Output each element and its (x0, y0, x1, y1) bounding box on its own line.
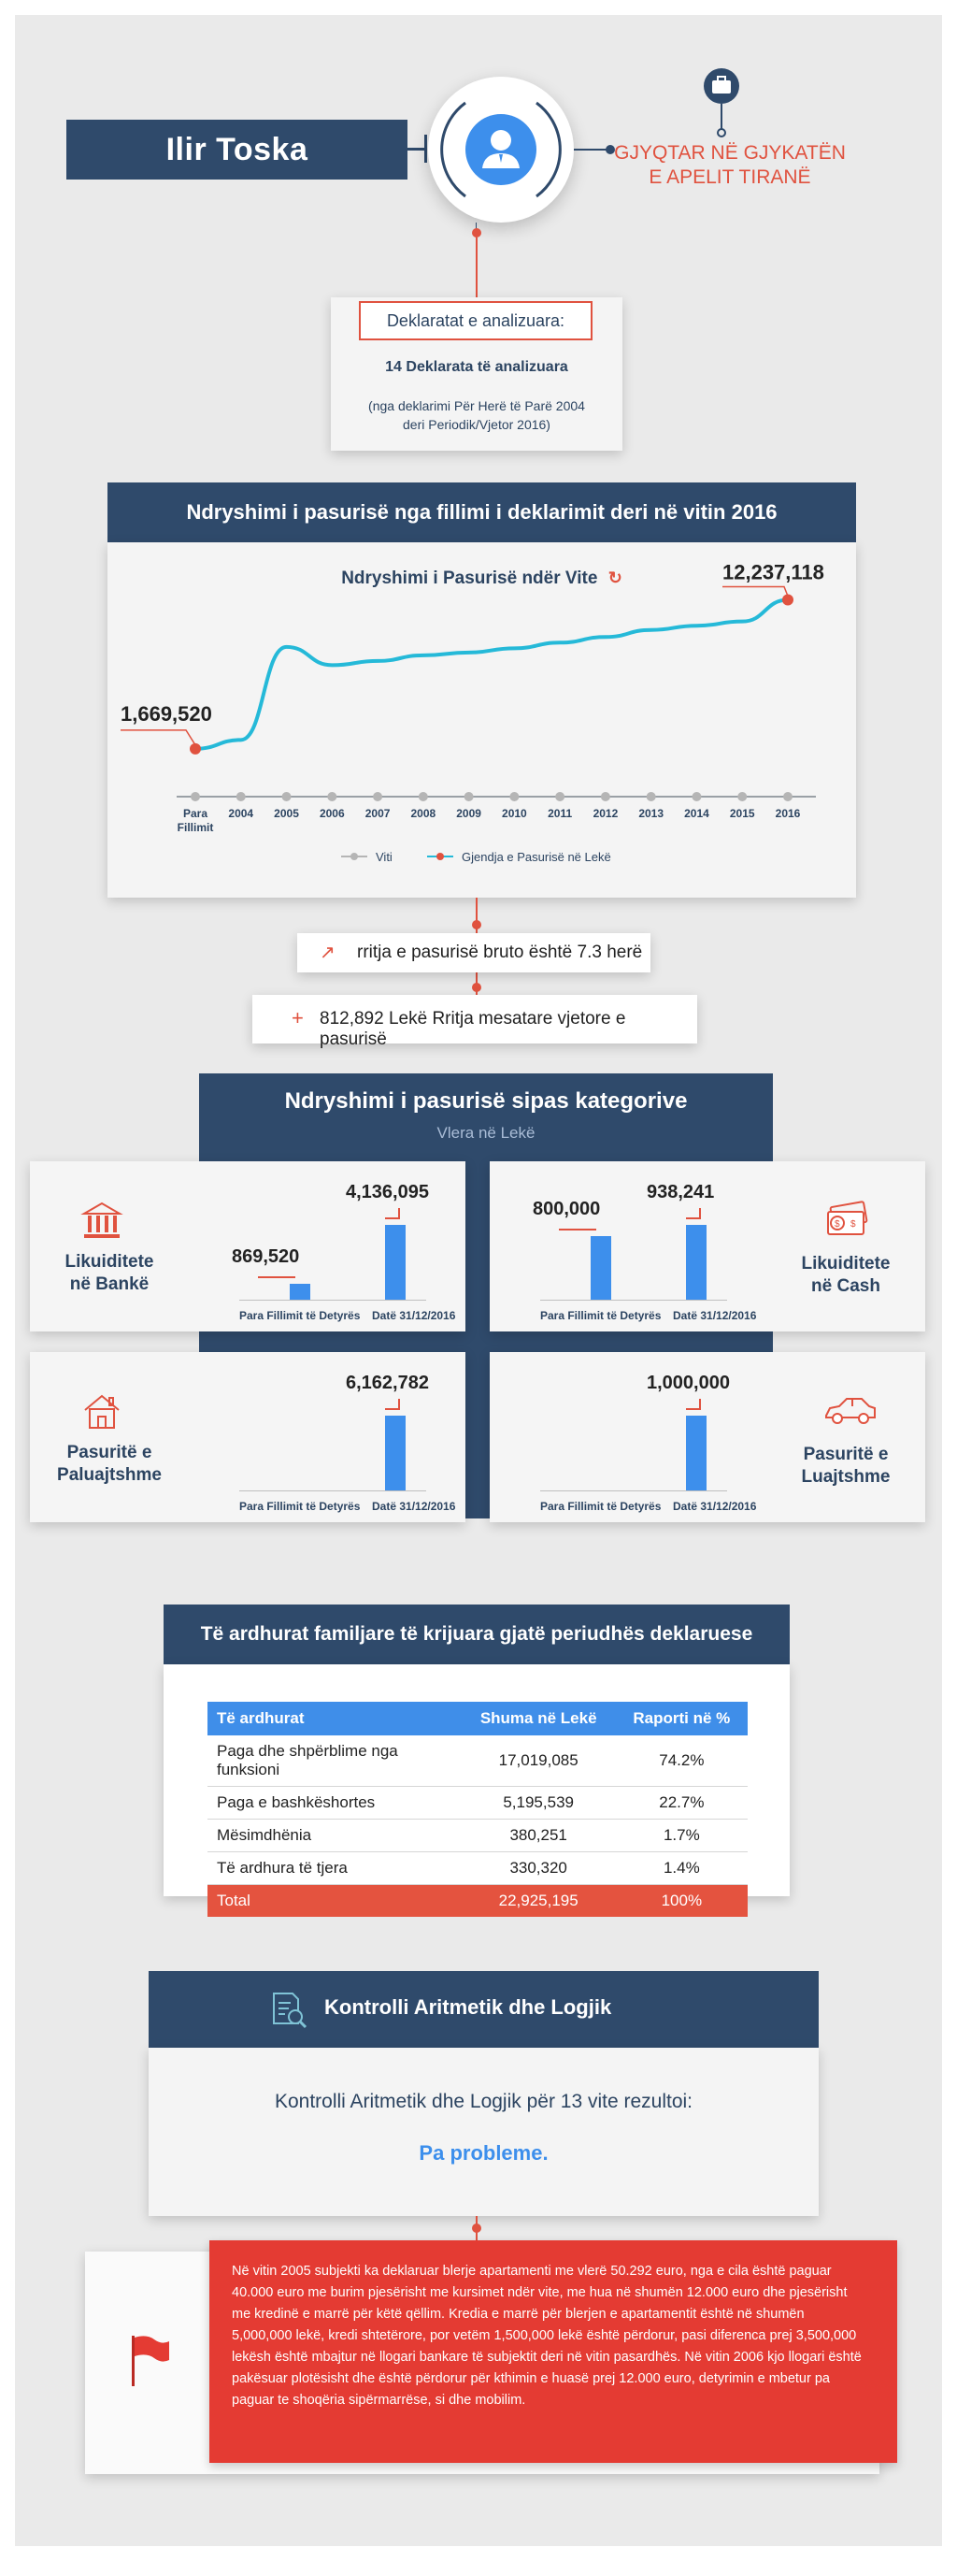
house-icon (80, 1391, 123, 1437)
refresh-icon: ↻ (607, 568, 622, 587)
x-tick-dot (555, 792, 564, 801)
income-type: Të ardhura të tjera (207, 1852, 462, 1885)
income-amount: 380,251 (462, 1820, 616, 1852)
category-section-subtitle: Vlera në Lekë (436, 1124, 536, 1142)
x-tick-label: Para (182, 807, 208, 820)
income-table-header (207, 1702, 748, 1735)
document-search-icon (268, 1990, 309, 2031)
cash-icon (822, 1201, 869, 1246)
control-section-title: Kontrolli Aritmetik dhe Logjik (324, 1995, 612, 2019)
x-tick-label: 2009 (456, 807, 481, 820)
total-ratio: 100% (616, 1885, 748, 1918)
total-label: Total (207, 1885, 462, 1918)
income-ratio: 74.2% (616, 1735, 748, 1787)
income-table-wrap (207, 1702, 748, 1917)
name-banner (66, 120, 407, 180)
income-type: Mësimdhënia (207, 1820, 462, 1852)
wealth-series-line (195, 600, 788, 749)
declarations-range-2: deri Periodik/Vjetor 2016) (403, 417, 550, 432)
connector-dot (472, 2223, 481, 2233)
x-tick-dot (236, 792, 246, 801)
category-tick-before: Para Fillimit të Detyrës (239, 1309, 361, 1322)
x-tick-dot (464, 792, 474, 801)
category-card (30, 1161, 465, 1331)
start-annotation-pointer (121, 730, 195, 745)
banner-connector-cap (424, 135, 427, 163)
col-header-ratio: Raporti në % (616, 1702, 748, 1735)
wealth-line-chart (107, 542, 856, 898)
income-type: Paga dhe shpërblime nga funksioni (207, 1735, 462, 1787)
growth-multiplier-banner (297, 933, 650, 972)
category-bar-after (686, 1416, 707, 1490)
income-ratio: 1.7% (616, 1820, 748, 1852)
col-header-amount: Shuma në Lekë (462, 1702, 616, 1735)
declarations-heading: Deklaratat e analizuara: (359, 301, 593, 340)
svg-text:$: $ (850, 1219, 856, 1230)
category-label-line1: Pasuritë e (66, 1443, 152, 1462)
x-tick-dot (191, 792, 200, 801)
connector-dot (472, 920, 481, 929)
category-tick-before: Para Fillimit të Detyrës (540, 1309, 662, 1322)
category-label-line2: Luajtshme (801, 1467, 891, 1487)
x-tick-dot (783, 792, 793, 801)
income-amount: 17,019,085 (462, 1735, 616, 1787)
category-bar-after (686, 1225, 707, 1300)
category-baseline (540, 1490, 727, 1491)
bank-icon (80, 1201, 123, 1246)
col-header-income: Të ardhurat (207, 1702, 462, 1735)
table-row (207, 1735, 748, 1787)
control-result: Pa probleme. (419, 2141, 549, 2165)
category-value-after: 938,241 (647, 1182, 715, 1202)
income-amount: 5,195,539 (462, 1787, 616, 1820)
category-value-pointer (385, 1399, 400, 1410)
category-value-before: 800,000 (533, 1198, 601, 1219)
x-tick-label: 2013 (638, 807, 664, 820)
start-annotation: 1,669,520 (121, 701, 212, 726)
x-tick-label: 2010 (502, 807, 527, 820)
end-annotation-pointer (722, 587, 788, 597)
category-value-pointer (258, 1267, 295, 1278)
category-bar-after (385, 1416, 406, 1490)
total-amount: 22,925,195 (462, 1885, 616, 1918)
table-row (207, 1852, 748, 1885)
category-bar-after (385, 1225, 406, 1300)
x-tick-label: 2008 (410, 807, 436, 820)
category-bar-before (591, 1236, 611, 1300)
income-table (207, 1702, 748, 1917)
x-tick-label: 2007 (364, 807, 391, 820)
category-card (490, 1161, 925, 1331)
briefcase-icon (703, 67, 740, 138)
banner-connector (407, 148, 426, 151)
x-tick-dot (647, 792, 656, 801)
wealth-section-title: Ndryshimi i pasurisë nga fillimi i deklarimit deri në vitin 2016 (186, 500, 778, 524)
category-baseline (540, 1300, 727, 1301)
connector-line (476, 237, 478, 299)
income-amount: 330,320 (462, 1852, 616, 1885)
category-label-line1: Likuiditete (64, 1252, 154, 1272)
category-label-line1: Pasuritë e (803, 1445, 889, 1464)
category-section-title: Ndryshimi i pasurisë sipas kategorive (284, 1088, 688, 1114)
x-tick-dot (282, 792, 292, 801)
income-section-header (164, 1605, 790, 1664)
category-tick-before: Para Fillimit të Detyrës (239, 1500, 361, 1513)
category-value-pointer (686, 1399, 701, 1410)
x-tick-label: 2016 (775, 807, 801, 820)
x-tick-dot (509, 792, 519, 801)
category-card (490, 1352, 925, 1522)
svg-text:$: $ (835, 1219, 840, 1230)
person-name: Ilir Toska (165, 132, 308, 167)
car-icon (822, 1391, 878, 1433)
legend-series-swatch-dot (436, 853, 444, 860)
x-tick-dot (419, 792, 428, 801)
x-tick-label: Fillimit (177, 821, 214, 834)
category-baseline (239, 1300, 426, 1301)
category-value-before: 869,520 (232, 1246, 300, 1268)
note-box (209, 2240, 897, 2463)
legend-series-label: Gjendja e Pasurisë në Lekë (462, 850, 611, 864)
trend-up-icon: ↗ (320, 943, 336, 963)
x-tick-dot (737, 792, 747, 801)
category-label-line1: Likuiditete (801, 1254, 891, 1274)
infographic-canvas (15, 15, 942, 2546)
category-value-pointer (686, 1208, 701, 1219)
end-annotation: 12,237,118 (722, 560, 824, 584)
control-section-header (149, 1971, 819, 2048)
category-label-line2: në Bankë (69, 1274, 150, 1294)
category-baseline (239, 1490, 426, 1491)
x-tick-dot (692, 792, 701, 801)
growth-multiplier-text: rritja e pasurisë bruto është 7.3 herë (357, 943, 643, 962)
category-card (30, 1352, 465, 1522)
category-tick-before: Para Fillimit të Detyrës (540, 1500, 662, 1513)
table-total-row (207, 1885, 748, 1918)
avatar (428, 77, 574, 223)
control-statement: Kontrolli Aritmetik dhe Logjik për 13 vite rezultoi: (274, 2091, 693, 2112)
category-value-after: 4,136,095 (346, 1182, 429, 1202)
category-value-after: 1,000,000 (647, 1373, 730, 1393)
x-tick-label: 2011 (548, 807, 573, 820)
x-tick-dot (601, 792, 610, 801)
category-tick-after: Datë 31/12/2016 (372, 1500, 456, 1513)
x-tick-dot (327, 792, 336, 801)
avatar-disc (465, 114, 536, 185)
income-ratio: 1.4% (616, 1852, 748, 1885)
legend-x-swatch-dot (350, 853, 358, 860)
wealth-section-header (107, 482, 856, 542)
income-ratio: 22.7% (616, 1787, 748, 1820)
x-tick-label: 2005 (274, 807, 299, 820)
x-tick-dot (373, 792, 382, 801)
plus-icon: + (292, 1006, 304, 1029)
income-card (164, 1664, 790, 1909)
connector-dot (472, 228, 481, 237)
category-value-pointer (385, 1208, 400, 1219)
category-tick-after: Datë 31/12/2016 (372, 1309, 456, 1322)
category-value-pointer (559, 1219, 596, 1230)
table-row (207, 1820, 748, 1852)
declarations-count: 14 Deklarata të analizuara (385, 359, 568, 375)
category-tick-after: Datë 31/12/2016 (673, 1309, 757, 1322)
x-tick-label: 2012 (593, 807, 619, 820)
x-tick-label: 2004 (228, 807, 254, 820)
income-type: Paga e bashkëshortes (207, 1787, 462, 1820)
growth-annual-text: 812,892 Lekë Rritja mesatare vjetore e pasurisë (320, 1009, 626, 1049)
note-text: Në vitin 2005 subjekti ka deklaruar blerje apartamenti me vlerë 50.292 euro, nga e cila është paguar 40.000 euro me burim pjesërisht me kursimet ndër vite, me hua në shumën 12.000 euro dhe pjesërisht me kredinë e marrë për këtë qëllim. Kredia e marrë për blerjen e apartamentit është në shumën 5,000,000 lekë, kredi shtetërore, por vetëm 1,500,000 lekë është përdorur, pasi diferenca prej 3,500,000 lekësh është mbajtur në llogari bankare të subjektit deri në vitin pasardhës. Në vitin 2006 kjo llogari është pakësuar plotësisht dhe është përdorur për kthimin e huasë prej 12.000 euro, detyrimin e mbetur pa paguar te shoqëria sipërmarrëse, si dhe mobilim. (232, 2264, 862, 2408)
category-label-line2: në Cash (811, 1276, 880, 1296)
connector-dot (472, 983, 481, 992)
declarations-card (331, 297, 622, 451)
user-icon (465, 114, 536, 185)
growth-annual-banner (252, 995, 697, 1049)
chart-title-text: Ndryshimi i Pasurisë ndër Vite (341, 568, 598, 588)
flag-icon (126, 2332, 173, 2388)
wealth-chart-card (107, 542, 856, 898)
role-title: GJYQTAR NË GJYKATËN E APELIT TIRANË (614, 142, 846, 188)
control-card (149, 2048, 819, 2216)
x-tick-label: 2006 (319, 807, 345, 820)
avatar-connector-right (574, 149, 607, 151)
legend-x-label: Viti (376, 850, 393, 864)
category-bar-before (290, 1284, 310, 1300)
declarations-range-1: (nga deklarimi Për Herë të Parë 2004 (368, 398, 585, 413)
income-section-title: Të ardhurat familjare të krijuara gjatë periudhës deklaruese (200, 1623, 753, 1645)
category-value-after: 6,162,782 (346, 1373, 429, 1393)
table-row (207, 1787, 748, 1820)
x-tick-label: 2014 (684, 807, 709, 820)
x-tick-label: 2015 (729, 807, 755, 820)
category-label-line2: Paluajtshme (57, 1465, 162, 1485)
category-tick-after: Datë 31/12/2016 (673, 1500, 757, 1513)
